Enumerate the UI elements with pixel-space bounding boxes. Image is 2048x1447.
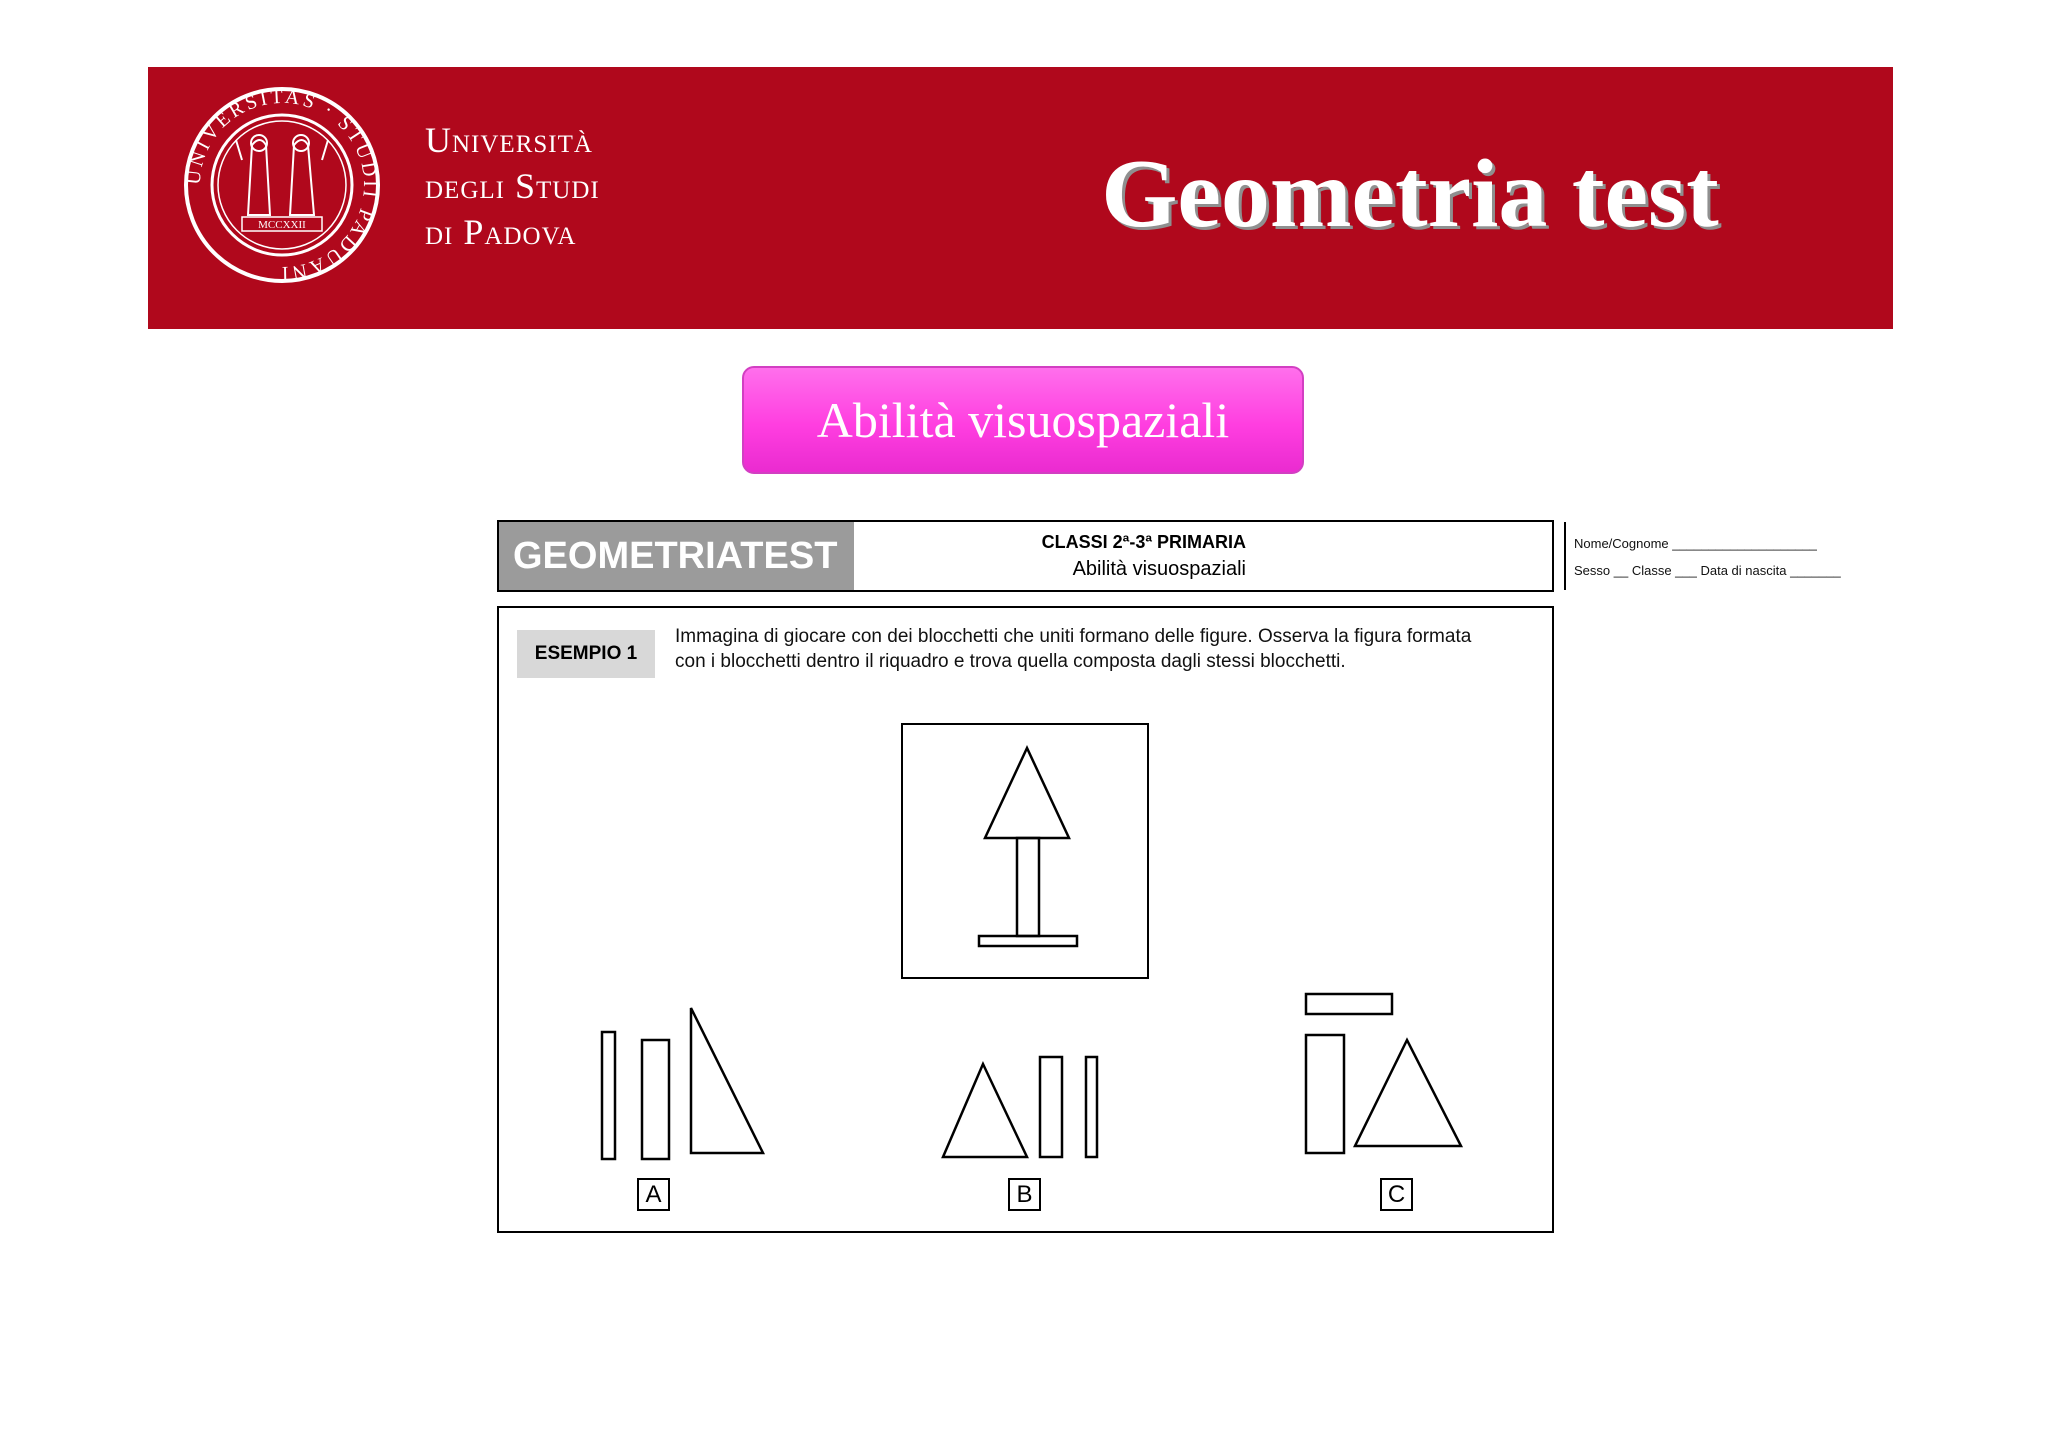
- name-field: Nome/Cognome ____________________: [1574, 536, 1817, 551]
- option-b-figure[interactable]: [943, 1057, 1097, 1157]
- target-figure: [902, 724, 1148, 978]
- option-b-label[interactable]: B: [1008, 1178, 1041, 1211]
- grade-label: CLASSI 2ª-3ª PRIMARIA: [1041, 532, 1246, 552]
- option-c-figure[interactable]: [1306, 994, 1461, 1153]
- header-banner: [148, 67, 1893, 329]
- sex-class-birth-field: Sesso __ Classe ___ Data di nascita _______: [1574, 563, 1841, 578]
- option-a-label[interactable]: A: [637, 1178, 670, 1211]
- geometriatest-logo: GEOMETRIATEST: [499, 522, 854, 590]
- option-a-figure[interactable]: [602, 1008, 763, 1159]
- university-name: [425, 117, 600, 255]
- student-form-fields: [1574, 530, 1841, 584]
- university-name-line: Università: [425, 120, 593, 160]
- university-name-line: di Padova: [425, 212, 577, 252]
- svg-text:MCCXXII: MCCXXII: [258, 219, 306, 231]
- option-c-label[interactable]: C: [1380, 1178, 1413, 1211]
- svg-text:UNIVERSITAS · STUDII PADUANI: UNIVERSITAS · STUDII PADUANI: [182, 85, 382, 285]
- university-seal-icon: [182, 85, 382, 285]
- section-badge: Abilità visuospaziali: [742, 366, 1304, 474]
- test-header: [497, 520, 1841, 592]
- university-name-line: degli Studi: [425, 166, 600, 206]
- test-subtitle: Abilità visuospaziali: [1072, 558, 1246, 580]
- grade-info: [854, 522, 1841, 590]
- example-tag: ESEMPIO 1: [517, 630, 655, 678]
- page-title: Geometria test: [1101, 140, 1719, 248]
- instructions-line: con i blocchetti dentro il riquadro e trova quella composta dagli stessi blocchetti.: [675, 651, 1346, 672]
- example-panel: [497, 606, 1554, 1233]
- instructions-line: Immagina di giocare con dei blocchetti che uniti formano delle figure. Osserva la figura formata: [675, 626, 1472, 647]
- header-divider: [1564, 522, 1566, 590]
- example-figures: [499, 608, 1552, 1231]
